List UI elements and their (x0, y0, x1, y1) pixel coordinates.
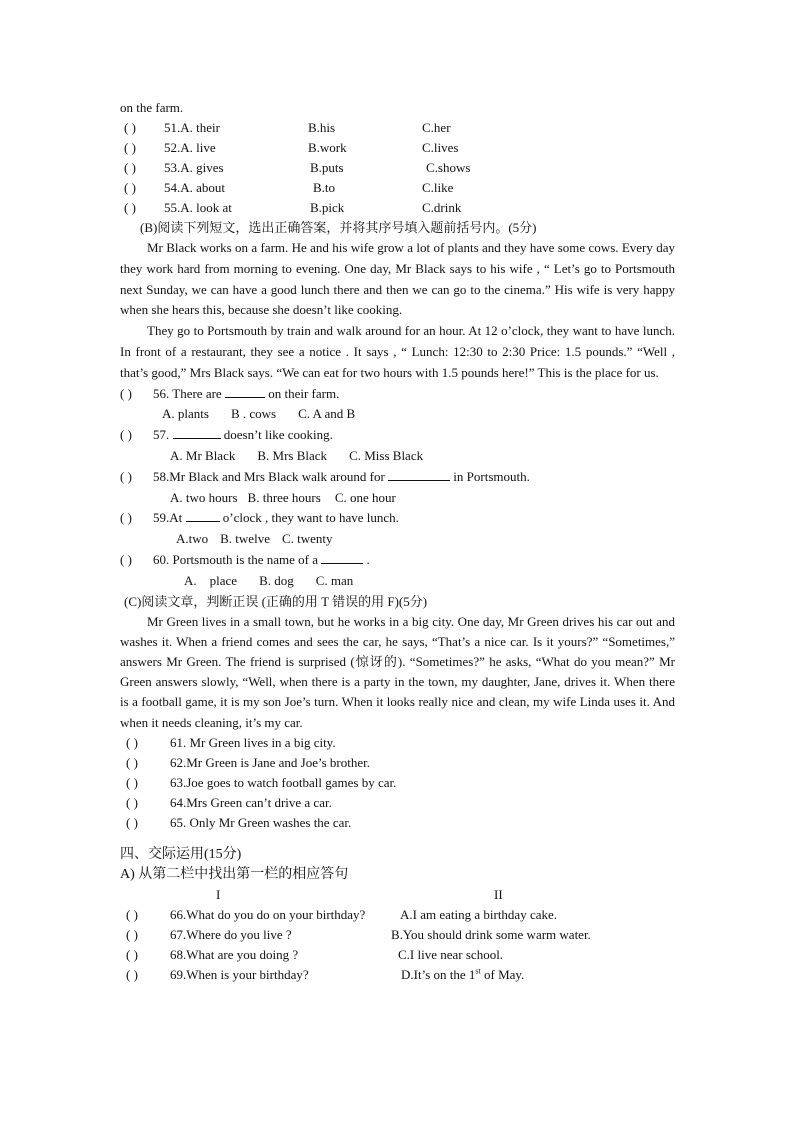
option-c: C.like (422, 180, 454, 195)
statement-text: 63.Joe goes to watch football games by car. (170, 774, 397, 790)
question-stem: 60. Portsmouth is the name of a . (153, 551, 370, 567)
option-c: C.lives (422, 140, 459, 155)
matching-column-headers (120, 885, 675, 905)
option-b: B. Mrs Black (257, 447, 328, 463)
question-60 (120, 550, 675, 571)
statement-61 (120, 733, 675, 753)
answer-blank[interactable]: ( ) (124, 120, 136, 135)
answer-blank[interactable]: ( ) (126, 754, 138, 770)
mc-question-51 (120, 118, 675, 138)
question-56-options (120, 404, 675, 425)
option-a: A.two (176, 531, 209, 547)
statement-text: 64.Mrs Green can’t drive a car. (170, 794, 332, 810)
option-b: B.work (308, 140, 347, 155)
matching-item-68 (120, 945, 675, 965)
option-c: C. man (315, 572, 354, 588)
fill-blank (173, 426, 221, 439)
option-b: B.pick (310, 200, 345, 215)
answer-blank[interactable]: ( ) (120, 551, 132, 567)
answer-blank[interactable]: ( ) (126, 734, 138, 750)
section-4-subheading: A) 从第二栏中找出第一栏的相应答句 (120, 866, 349, 882)
question-58-options (120, 488, 675, 509)
option-b: B.puts (310, 160, 344, 175)
answer-option: A.I am eating a birthday cake. (400, 906, 558, 922)
question-stem: 57. doesn’t like cooking. (153, 427, 333, 443)
question-text: 66.What do you do on your birthday? (170, 906, 366, 922)
answer-blank[interactable]: ( ) (124, 140, 136, 155)
answer-option: C.I live near school. (398, 946, 504, 962)
section-c-statements (120, 733, 675, 833)
statement-63 (120, 773, 675, 793)
matching-items (120, 905, 675, 985)
question-stem: 56. There are on their farm. (153, 385, 340, 401)
mc-question-54 (120, 178, 675, 198)
section-4-title: 四、交际运用(15分) (120, 846, 242, 862)
question-56 (120, 384, 675, 405)
question-text: 68.What are you doing ? (170, 946, 299, 962)
option-b: B.to (313, 180, 336, 195)
question-59 (120, 508, 675, 529)
part-a-questions (120, 118, 675, 218)
fill-blank (186, 509, 220, 522)
question-57 (120, 425, 675, 446)
section-c-paragraph: Mr Green lives in a small town, but he works in a big city. One day, Mr Green drives his car out and washes it. When a friend comes and sees the car, he says, “That’s a nice car. Is it yours?” “Sometimes,” answers Mr Green. The friend is surprised (惊讶的). “Sometimes?” he asks, “What do you mean?” Mr Green answers slowly, “Well, when there is a party in the town, my daughter, Jane, drives it. When there is a football game, it is my son Joe’s turn. When it looks really nice and clean, my wife Linda uses it. And when it needs cleaning, it’s my car. (120, 613, 675, 730)
option-b: B. three hours (247, 489, 321, 505)
option-a: A. two hours (170, 489, 238, 505)
option-a: 53.A. gives (164, 160, 224, 175)
option-a: A. place (184, 572, 238, 588)
fill-blank (388, 468, 450, 481)
section-b-paragraph-1: Mr Black works on a farm. He and his wife grow a lot of plants and they have some cows. Every day they work hard from morning to evening. One day, Mr Black says to his wife , “ Let’s go to Portsmouth next Sunday, we can have a good lunch there and then we can go to the cinema.” His wife is very happy when she hears this, because she doesn’t like cooking. (120, 240, 675, 318)
answer-option: D.It’s on the 1st of May. (401, 966, 525, 982)
answer-blank[interactable]: ( ) (126, 794, 138, 810)
answer-blank[interactable]: ( ) (126, 774, 138, 790)
question-text: 67.Where do you live ? (170, 926, 292, 942)
option-a: 54.A. about (164, 180, 226, 195)
option-c: C. twenty (281, 531, 333, 547)
question-60-options (120, 571, 675, 592)
option-b: B . cows (230, 406, 277, 422)
option-a: 52.A. live (164, 140, 216, 155)
answer-blank[interactable]: ( ) (120, 385, 132, 401)
option-c: C. A and B (298, 406, 356, 422)
answer-blank[interactable]: ( ) (124, 160, 136, 175)
section-b-heading: (B)阅读下列短文，选出正确答案，并将其序号填入题前括号内。(5分) (140, 220, 537, 235)
option-b: B. twelve (220, 531, 270, 547)
option-b: B.his (308, 120, 336, 135)
question-stem: 59.At o’clock , they want to have lunch. (153, 510, 399, 526)
statement-text: 62.Mr Green is Jane and Joe’s brother. (170, 754, 371, 770)
option-c: C.shows (426, 160, 471, 175)
option-a: A. Mr Black (170, 447, 236, 463)
question-stem: 58.Mr Black and Mrs Black walk around for in Portsmouth. (153, 468, 530, 484)
option-c: C. one hour (334, 489, 396, 505)
column-2-header: II (494, 886, 503, 902)
column-1-header: I (216, 886, 221, 902)
answer-blank[interactable]: ( ) (124, 200, 136, 215)
option-b: B. dog (259, 572, 294, 588)
option-a: 51.A. their (164, 120, 220, 135)
statement-text: 65. Only Mr Green washes the car. (170, 814, 352, 830)
section-b-questions (120, 384, 675, 592)
option-c: C.her (422, 120, 451, 135)
answer-blank[interactable]: ( ) (120, 427, 132, 443)
question-59-options (120, 529, 675, 550)
question-58 (120, 467, 675, 488)
matching-item-67 (120, 925, 675, 945)
option-a: A. plants (162, 406, 209, 422)
question-57-options (120, 446, 675, 467)
statement-65 (120, 813, 675, 833)
mc-question-53 (120, 158, 675, 178)
fill-blank (321, 551, 363, 564)
answer-blank[interactable]: ( ) (120, 510, 132, 526)
worksheet-page (120, 98, 675, 985)
fill-blank (225, 385, 265, 398)
mc-question-52 (120, 138, 675, 158)
answer-blank[interactable]: ( ) (124, 180, 136, 195)
section-b-paragraph-2: They go to Portsmouth by train and walk around for an hour. At 12 o’clock, they want to have lunch. In front of a restaurant, they see a notice . It says , “ Lunch: 12:30 to 2:30 Price: 1.5 pounds.” “Well , that’s good,” Mrs Black says. “We can eat for two hours with 1.5 pounds here!” This is the place for us. (120, 323, 675, 380)
answer-blank[interactable]: ( ) (120, 468, 132, 484)
answer-blank[interactable]: ( ) (126, 966, 138, 982)
mc-question-55 (120, 198, 675, 218)
matching-item-69 (120, 965, 675, 985)
answer-blank[interactable]: ( ) (126, 926, 138, 942)
option-a: 55.A. look at (164, 200, 232, 215)
option-c: C.drink (422, 200, 462, 215)
answer-blank[interactable]: ( ) (126, 906, 138, 922)
matching-item-66 (120, 905, 675, 925)
answer-option: B.You should drink some warm water. (391, 926, 591, 942)
answer-blank[interactable]: ( ) (126, 946, 138, 962)
option-c: C. Miss Black (349, 447, 424, 463)
statement-text: 61. Mr Green lives in a big city. (170, 734, 336, 750)
statement-62 (120, 753, 675, 773)
answer-blank[interactable]: ( ) (126, 814, 138, 830)
section-c-heading: (C)阅读文章，判断正误 (正确的用 T 错误的用 F)(5分) (124, 593, 428, 609)
statement-64 (120, 793, 675, 813)
question-text: 69.When is your birthday? (170, 966, 309, 982)
intro-line: on the farm. (120, 100, 184, 115)
